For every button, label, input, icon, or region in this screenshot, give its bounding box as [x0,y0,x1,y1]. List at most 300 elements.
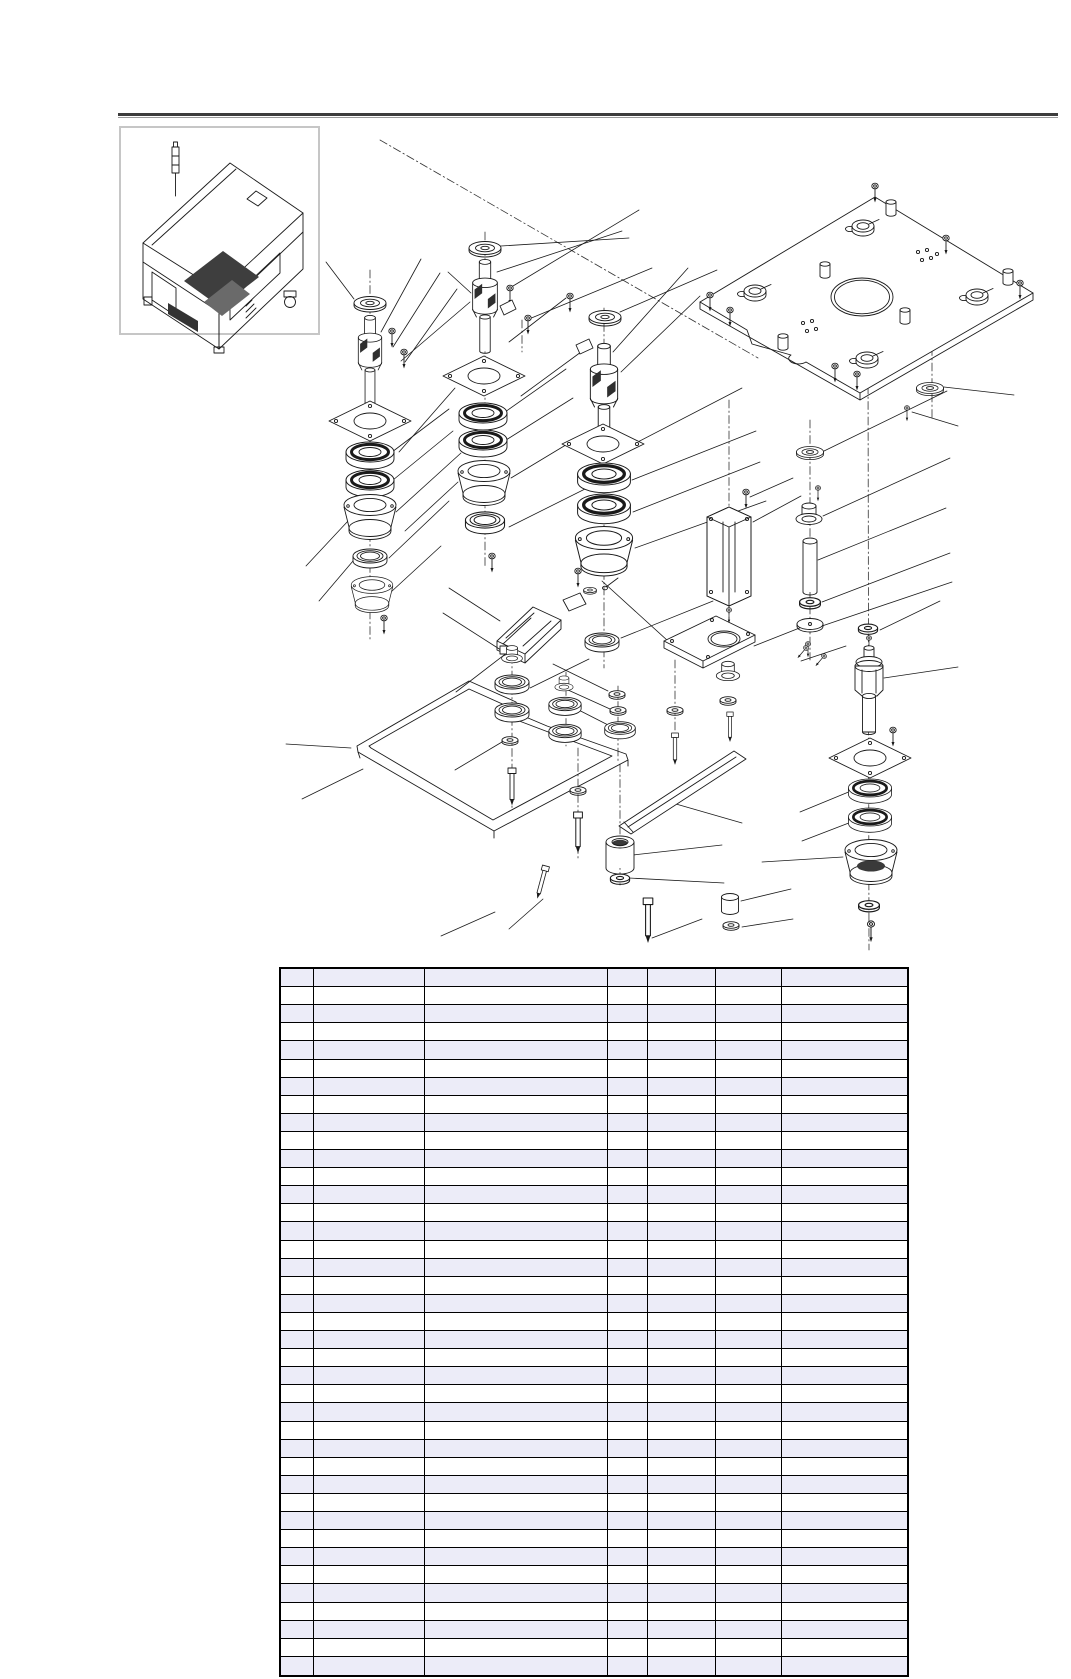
table-cell [425,1422,608,1440]
table-cell [608,1458,648,1476]
table-cell [648,1114,716,1132]
table-cell [782,1621,907,1639]
table-cell [425,1078,608,1096]
table-cell [716,1060,782,1078]
table-cell [608,987,648,1005]
table-cell [782,1349,907,1367]
table-cell [716,1259,782,1277]
washer-icon [858,624,877,634]
table-cell [782,1060,907,1078]
table-cell [281,1295,314,1313]
table-cell [782,1639,907,1657]
boss-cylinder-icon [778,334,788,350]
table-cell [314,1186,425,1204]
table-cell [425,1204,608,1222]
table-cell [281,1584,314,1602]
table-cell [716,1313,782,1331]
table-cell [716,1023,782,1041]
table-cell [281,1494,314,1512]
table-cell [648,1476,716,1494]
table-cell [716,1458,782,1476]
table-cell [716,1005,782,1023]
table-cell [281,1222,314,1240]
table-cell [648,1186,716,1204]
table-cell [314,1385,425,1403]
table-cell [281,1422,314,1440]
table-cell [782,1313,907,1331]
spacer-ring-icon [585,633,619,652]
table-cell [281,1639,314,1657]
table-cell [648,1584,716,1602]
table-cell [281,1078,314,1096]
table-cell [425,1512,608,1530]
table-cell [425,1331,608,1349]
table-cell [782,1150,907,1168]
table-cell [425,1041,608,1059]
table-cell [314,1005,425,1023]
table-cell [782,1367,907,1385]
screw-icon [381,615,387,634]
table-header-cell [425,969,608,987]
table-cell [648,1132,716,1150]
table-cell [314,1584,425,1602]
spindle-icon [358,315,381,404]
cap-screw-icon [672,733,679,765]
table-cell [425,1186,608,1204]
table-cell [648,1458,716,1476]
table-cell [608,1259,648,1277]
table-cell [425,1403,608,1421]
screw-icon [575,568,581,587]
table-cell [608,1639,648,1657]
table-cell [425,1060,608,1078]
table-cell [716,1295,782,1313]
table-cell [716,1494,782,1512]
bearing-housing-icon [458,461,510,506]
table-cell [314,1403,425,1421]
table-cell [314,1422,425,1440]
table-cell [314,1603,425,1621]
table-cell [782,1204,907,1222]
table-cell [782,1603,907,1621]
clamp-block-icon [500,300,516,315]
table-cell [608,1494,648,1512]
slide-plate [664,616,755,668]
table-cell [281,1060,314,1078]
table-cell [314,1349,425,1367]
screw-icon [743,489,749,508]
table-cell [716,1114,782,1132]
table-cell [608,1096,648,1114]
sleeve-cylinder-icon [722,894,739,915]
table-cell [314,1657,425,1675]
boss-cylinder-icon [820,262,830,278]
flange-plate-icon [329,401,411,441]
table-cell [716,1657,782,1675]
table-cell [608,1621,648,1639]
bearing-housing-icon [344,495,396,540]
table-cell [281,1331,314,1349]
table-cell [425,1114,608,1132]
screw-icon [890,727,896,746]
table-cell [425,1566,608,1584]
table-cell [608,1603,648,1621]
table-cell [716,1367,782,1385]
table-cell [648,1277,716,1295]
table-cell [425,1023,608,1041]
table-cell [314,1566,425,1584]
table-cell [425,1657,608,1675]
table-cell [648,1548,716,1566]
shim-disc-icon [797,619,823,633]
table-cell [648,987,716,1005]
table-cell [648,1566,716,1584]
table-cell [648,1349,716,1367]
table-cell [716,1241,782,1259]
table-cell [716,1331,782,1349]
table-cell [314,1458,425,1476]
table-cell [648,1440,716,1458]
spacer-ring-icon [495,703,529,722]
boss-cylinder-icon [886,200,896,216]
table-cell [648,1494,716,1512]
table-cell [648,1621,716,1639]
washer-icon [720,697,736,706]
table-cell [281,1041,314,1059]
table-cell [425,1530,608,1548]
table-cell [425,1132,608,1150]
table-cell [608,1313,648,1331]
table-cell [716,1186,782,1204]
screw-icon [815,486,820,501]
table-cell [782,1512,907,1530]
table-cell [716,1440,782,1458]
table-header-cell [716,969,782,987]
table-cell [425,1476,608,1494]
cap-screw-icon [643,898,653,943]
spacer-ring-icon [549,724,581,742]
bearing-icon [848,808,891,832]
table-cell [716,1512,782,1530]
table-cell [608,1277,648,1295]
table-cell [608,1584,648,1602]
cap-screw-icon [508,768,516,806]
washer-icon [469,242,501,258]
table-cell [608,1005,648,1023]
table-cell [281,1259,314,1277]
table-cell [314,1313,425,1331]
table-cell [608,1657,648,1675]
table-cell [281,1657,314,1675]
spacer-ring-icon [549,697,581,715]
mounting-frame [357,681,628,838]
table-cell [314,1530,425,1548]
washer-icon [570,787,586,796]
table-cell [648,1530,716,1548]
table-cell [782,1241,907,1259]
table-cell [716,1096,782,1114]
table-cell [608,1422,648,1440]
table-cell [608,1204,648,1222]
table-cell [281,1458,314,1476]
table-cell [716,1476,782,1494]
table-cell [648,1222,716,1240]
table-cell [314,1023,425,1041]
table-cell [314,1476,425,1494]
table-cell [281,1096,314,1114]
table-cell [648,1295,716,1313]
table-cell [425,1259,608,1277]
table-cell [716,1168,782,1186]
washer-icon [589,311,621,327]
table-cell [281,1150,314,1168]
table-cell [648,1512,716,1530]
table-cell [648,1023,716,1041]
washer-icon [584,587,597,594]
table-cell [281,1349,314,1367]
table-cell [314,1440,425,1458]
bearing-housing-icon [351,577,393,613]
bearing-icon [459,403,507,430]
bearing-icon [848,779,891,803]
screw-icon [904,406,909,421]
table-cell [425,1150,608,1168]
table-cell [782,1132,907,1150]
table-cell [716,1548,782,1566]
spindle-icon [855,636,883,735]
signal-tower-icon [172,147,179,173]
table-cell [648,1060,716,1078]
table-cell [648,1331,716,1349]
washer-icon [916,382,943,395]
table-cell [608,1132,648,1150]
table-header-cell [608,969,648,987]
spacer-ring-icon [353,549,387,568]
spacer-ring-icon [495,675,529,694]
table-cell [648,1041,716,1059]
table-cell [314,1331,425,1349]
table-cell [782,1403,907,1421]
table-cell [782,1295,907,1313]
table-cell [782,1078,907,1096]
table-cell [425,1584,608,1602]
table-cell [281,1621,314,1639]
table-cell [425,1349,608,1367]
flange-plate-icon [443,356,525,396]
table-cell [314,1277,425,1295]
table-cell [314,1639,425,1657]
table-cell [782,1657,907,1675]
table-cell [314,1060,425,1078]
table-cell [608,1168,648,1186]
table-cell [648,1259,716,1277]
table-cell [281,1005,314,1023]
table-cell [716,1078,782,1096]
table-cell [314,1548,425,1566]
table-cell [782,1331,907,1349]
table-cell [314,987,425,1005]
boss-cylinder-icon [900,308,910,324]
corner-damper-assembly [796,636,911,942]
table-cell [425,1458,608,1476]
table-cell [425,1440,608,1458]
spacer-ring-icon [465,512,504,534]
table-cell [782,1186,907,1204]
washer-icon [354,297,386,313]
table-cell [716,1403,782,1421]
table-cell [608,1078,648,1096]
table-cell [648,1367,716,1385]
table-cell [425,1385,608,1403]
table-cell [314,1041,425,1059]
guide-prism [707,489,751,623]
table-cell [648,1313,716,1331]
table-cell [608,1548,648,1566]
table-cell [608,1367,648,1385]
table-cell [782,1440,907,1458]
table-cell [608,1566,648,1584]
link-bar [619,751,746,834]
table-cell [716,1277,782,1295]
table-cell [314,1241,425,1259]
table-cell [608,1241,648,1259]
table-cell [716,1584,782,1602]
table-cell [716,1566,782,1584]
table-cell [608,1512,648,1530]
spindle-assembly-left [329,297,411,635]
table-cell [782,1458,907,1476]
table-cell [314,1367,425,1385]
table-cell [314,1114,425,1132]
table-cell [716,1639,782,1657]
table-cell [608,1222,648,1240]
table-cell [648,1385,716,1403]
table-header-cell [281,969,314,987]
bearing-icon [578,463,631,493]
table-cell [281,1114,314,1132]
table-cell [281,1530,314,1548]
table-cell [648,1078,716,1096]
table-cell [425,1621,608,1639]
table-cell [425,1295,608,1313]
flange-plate-icon [829,738,911,778]
wedge-block-icon [563,593,586,611]
table-cell [608,1530,648,1548]
table-cell [314,1078,425,1096]
table-cell [281,1512,314,1530]
table-cell [716,1204,782,1222]
table-cell [716,1422,782,1440]
table-cell [314,1295,425,1313]
table-cell [648,1403,716,1421]
table-cell [716,1349,782,1367]
table-cell [608,1385,648,1403]
table-cell [782,1277,907,1295]
table-cell [608,1023,648,1041]
table-cell [425,1367,608,1385]
table-cell [648,1603,716,1621]
table-cell [314,1222,425,1240]
table-cell [782,1548,907,1566]
table-cell [314,1259,425,1277]
table-cell [281,1566,314,1584]
table-cell [608,1476,648,1494]
table-cell [314,1204,425,1222]
table-cell [314,1168,425,1186]
table-header-cell [314,969,425,987]
machine-inset-drawing [143,142,303,353]
table-cell [425,1222,608,1240]
table-cell [782,1114,907,1132]
table-cell [782,1023,907,1041]
table-cell [782,1566,907,1584]
bearing-icon [459,430,507,457]
table-cell [281,1132,314,1150]
table-cell [425,1277,608,1295]
bearing-icon [578,494,631,524]
table-cell [608,1403,648,1421]
table-cell [281,1186,314,1204]
table-cell [425,1096,608,1114]
screw-icon [726,608,731,623]
table-cell [782,1494,907,1512]
table-cell [425,987,608,1005]
table-cell [716,1621,782,1639]
table-cell [648,1422,716,1440]
bushing-icon [555,676,573,691]
table-cell [716,987,782,1005]
parts-list-table [279,967,909,1677]
table-cell [716,1041,782,1059]
screw-icon [401,349,407,368]
table-cell [281,1548,314,1566]
boss-cylinder-icon [1003,269,1013,285]
screw-icon [525,315,531,334]
table-cell [608,1295,648,1313]
table-cell [608,1440,648,1458]
bearing-icon [346,470,394,497]
table-cell [281,1313,314,1331]
bearing-housing-icon [845,840,897,885]
table-cell [314,1132,425,1150]
table-cell [648,1657,716,1675]
table-cell [782,987,907,1005]
table-cell [425,1639,608,1657]
table-cell [782,1530,907,1548]
table-cell [425,1494,608,1512]
table-cell [281,1023,314,1041]
table-cell [782,1259,907,1277]
spacer-cylinder-icon [803,538,817,595]
screw-icon [796,645,810,660]
bearing-icon [346,442,394,469]
table-cell [716,1530,782,1548]
table-cell [648,1168,716,1186]
table-cell [608,1060,648,1078]
table-cell [608,1114,648,1132]
screw-icon [867,921,874,942]
table-cell [716,1132,782,1150]
table-cell [281,1476,314,1494]
table-cell [648,1241,716,1259]
table-cell [608,1150,648,1168]
table-cell [314,1096,425,1114]
hardware-misc-bottom [534,865,739,943]
flange-plate-icon [562,424,644,464]
table-cell [648,1096,716,1114]
washer-icon [610,874,629,884]
table-cell [281,1385,314,1403]
